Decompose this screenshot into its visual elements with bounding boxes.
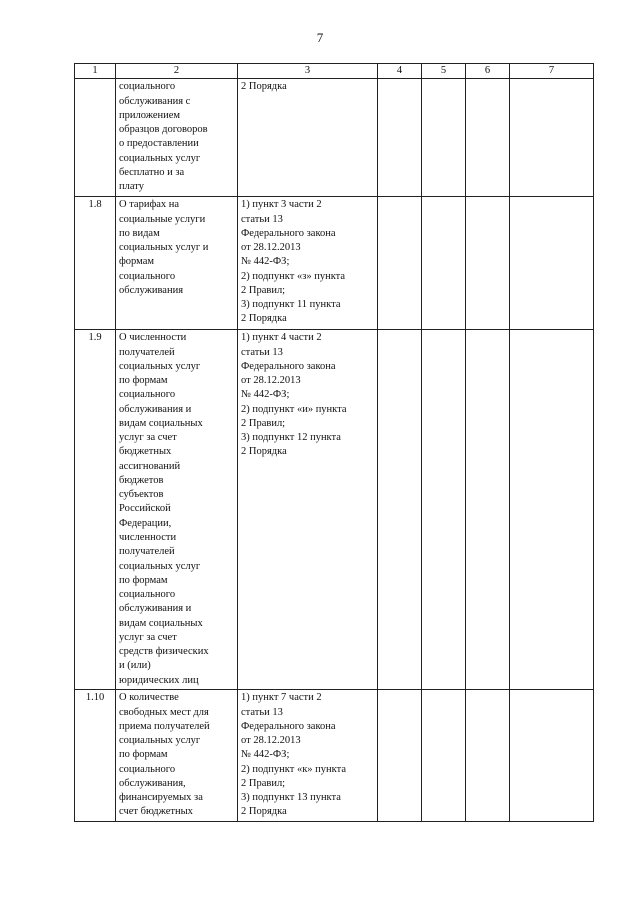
cell-text-line: видам социальных bbox=[119, 617, 203, 629]
page-number: 7 bbox=[316, 30, 324, 45]
cell-text-line: финансируемых за bbox=[119, 792, 203, 804]
cell-text-line: 2 Порядка bbox=[241, 446, 287, 458]
cell-text-line: статьи 13 bbox=[241, 213, 283, 225]
empty-cell bbox=[510, 690, 594, 821]
cell-text-line: О тарифах на bbox=[119, 199, 180, 211]
cell-text-line: социального bbox=[119, 589, 176, 601]
cell-text-line: приема получателей bbox=[119, 720, 210, 732]
column-header-7: 7 bbox=[510, 64, 594, 79]
cell-text-line: образцов договоров bbox=[119, 124, 208, 136]
cell-text-line: по формам bbox=[119, 749, 168, 761]
cell-text-line: счет бюджетных bbox=[119, 806, 193, 818]
cell-text-line: обслуживания bbox=[119, 284, 184, 296]
column-header-4: 4 bbox=[378, 64, 422, 79]
cell-text-line: формам bbox=[119, 256, 155, 268]
cell-text-line: Федерации, bbox=[119, 517, 172, 529]
table-row bbox=[75, 330, 594, 690]
empty-cell bbox=[510, 197, 594, 330]
empty-cell bbox=[466, 79, 510, 197]
cell-text-line: 3) подпункт 11 пункта bbox=[241, 299, 341, 311]
cell-text-line: от 28.12.2013 bbox=[241, 242, 301, 254]
cell-text-line: обслуживания, bbox=[119, 777, 186, 789]
empty-cell bbox=[422, 330, 466, 690]
table-row bbox=[75, 79, 594, 197]
cell-text-line: социального bbox=[119, 270, 176, 282]
cell-text-line: 2) подпункт «к» пункта bbox=[241, 763, 346, 775]
empty-cell bbox=[378, 197, 422, 330]
cell-text-line: услуг за счет bbox=[119, 432, 177, 444]
empty-cell bbox=[510, 330, 594, 690]
cell-text-line: 1) пункт 3 части 2 bbox=[241, 199, 322, 211]
cell-text-line: социального bbox=[119, 81, 176, 93]
cell-text-line: № 442-ФЗ; bbox=[241, 749, 290, 761]
cell-text-line: обслуживания и bbox=[119, 403, 192, 415]
cell-text-line: бесплатно и за bbox=[119, 166, 185, 178]
cell-text-line: 3) подпункт 12 пункта bbox=[241, 432, 341, 444]
column-header-3: 3 bbox=[238, 64, 378, 79]
cell-text-line: и (или) bbox=[119, 660, 151, 672]
cell-text-line: 2) подпункт «и» пункта bbox=[241, 403, 347, 415]
cell-text-line: социальных услуг bbox=[119, 735, 201, 747]
cell-text-line: 3) подпункт 13 пункта bbox=[241, 792, 341, 804]
data-table bbox=[74, 63, 594, 822]
cell-text-line: О численности bbox=[119, 332, 187, 344]
cell-text-line: плату bbox=[119, 181, 144, 193]
cell-text-line: о предоставлении bbox=[119, 138, 199, 150]
cell-text-line: Федерального закона bbox=[241, 720, 336, 732]
cell-text-line: 2 Порядка bbox=[241, 313, 287, 325]
cell-text-line: численности bbox=[119, 531, 177, 543]
empty-cell bbox=[466, 690, 510, 821]
cell-text-line: социальных услуг и bbox=[119, 242, 209, 254]
cell-text-line: 2) подпункт «з» пункта bbox=[241, 270, 346, 282]
column-header-5: 5 bbox=[422, 64, 466, 79]
cell-text-line: О количестве bbox=[119, 692, 179, 704]
cell-text-line: обслуживания и bbox=[119, 603, 192, 615]
cell-text-line: Федерального закона bbox=[241, 360, 336, 372]
cell-text-line: обслуживания с bbox=[119, 95, 191, 107]
cell-text-line: бюджетных bbox=[119, 446, 172, 458]
row-legal-basis bbox=[238, 690, 378, 821]
empty-cell bbox=[378, 79, 422, 197]
empty-cell bbox=[510, 79, 594, 197]
row-number: 1.8 bbox=[75, 197, 116, 330]
column-header-1: 1 bbox=[75, 64, 116, 79]
cell-text-line: 2 Правил; bbox=[241, 417, 286, 429]
cell-text-line: юридических лиц bbox=[119, 674, 199, 686]
empty-cell bbox=[466, 197, 510, 330]
cell-text-line: получателей bbox=[119, 546, 175, 558]
cell-text-line: статьи 13 bbox=[241, 346, 283, 358]
cell-text-line: Федерального закона bbox=[241, 227, 336, 239]
cell-text-line: статьи 13 bbox=[241, 706, 283, 718]
empty-cell bbox=[378, 330, 422, 690]
cell-text-line: приложением bbox=[119, 109, 181, 121]
cell-text-line: свободных мест для bbox=[119, 706, 209, 718]
row-number bbox=[75, 79, 116, 197]
cell-text-line: 2 Правил; bbox=[241, 284, 286, 296]
cell-text-line: 1) пункт 7 части 2 bbox=[241, 692, 322, 704]
cell-text-line: 2 Порядка bbox=[241, 806, 287, 818]
cell-text-line: № 442-ФЗ; bbox=[241, 256, 290, 268]
empty-cell bbox=[422, 197, 466, 330]
table-row bbox=[75, 690, 594, 821]
empty-cell bbox=[378, 690, 422, 821]
cell-text-line: 1) пункт 4 части 2 bbox=[241, 332, 322, 344]
cell-text-line: социальных услуг bbox=[119, 152, 201, 164]
table-row bbox=[75, 197, 594, 330]
cell-text-line: по видам bbox=[119, 227, 160, 239]
cell-text-line: социальных услуг bbox=[119, 360, 201, 372]
cell-text-line: по формам bbox=[119, 574, 168, 586]
cell-text-line: 2 Порядка bbox=[241, 81, 287, 93]
row-name bbox=[116, 330, 238, 690]
cell-text-line: видам социальных bbox=[119, 417, 203, 429]
row-number: 1.9 bbox=[75, 330, 116, 690]
cell-text-line: средств физических bbox=[119, 646, 209, 658]
cell-text-line: социального bbox=[119, 389, 176, 401]
row-name bbox=[116, 197, 238, 330]
empty-cell bbox=[422, 79, 466, 197]
row-legal-basis bbox=[238, 330, 378, 690]
cell-text-line: по формам bbox=[119, 375, 168, 387]
cell-text-line: субъектов bbox=[119, 489, 164, 501]
cell-text-line: социальные услуги bbox=[119, 213, 206, 225]
cell-text-line: от 28.12.2013 bbox=[241, 735, 301, 747]
row-name bbox=[116, 690, 238, 821]
row-number: 1.10 bbox=[75, 690, 116, 821]
cell-text-line: социальных услуг bbox=[119, 560, 201, 572]
empty-cell bbox=[422, 690, 466, 821]
cell-text-line: от 28.12.2013 bbox=[241, 375, 301, 387]
column-header-2: 2 bbox=[116, 64, 238, 79]
header-row bbox=[75, 64, 594, 79]
cell-text-line: социального bbox=[119, 763, 176, 775]
column-header-6: 6 bbox=[466, 64, 510, 79]
cell-text-line: 2 Правил; bbox=[241, 777, 286, 789]
cell-text-line: Российской bbox=[119, 503, 171, 515]
cell-text-line: № 442-ФЗ; bbox=[241, 389, 290, 401]
row-legal-basis bbox=[238, 79, 378, 197]
row-legal-basis bbox=[238, 197, 378, 330]
cell-text-line: ассигнований bbox=[119, 460, 181, 472]
cell-text-line: услуг за счет bbox=[119, 631, 177, 643]
cell-text-line: бюджетов bbox=[119, 474, 164, 486]
cell-text-line: получателей bbox=[119, 346, 175, 358]
row-name bbox=[116, 79, 238, 197]
empty-cell bbox=[466, 330, 510, 690]
